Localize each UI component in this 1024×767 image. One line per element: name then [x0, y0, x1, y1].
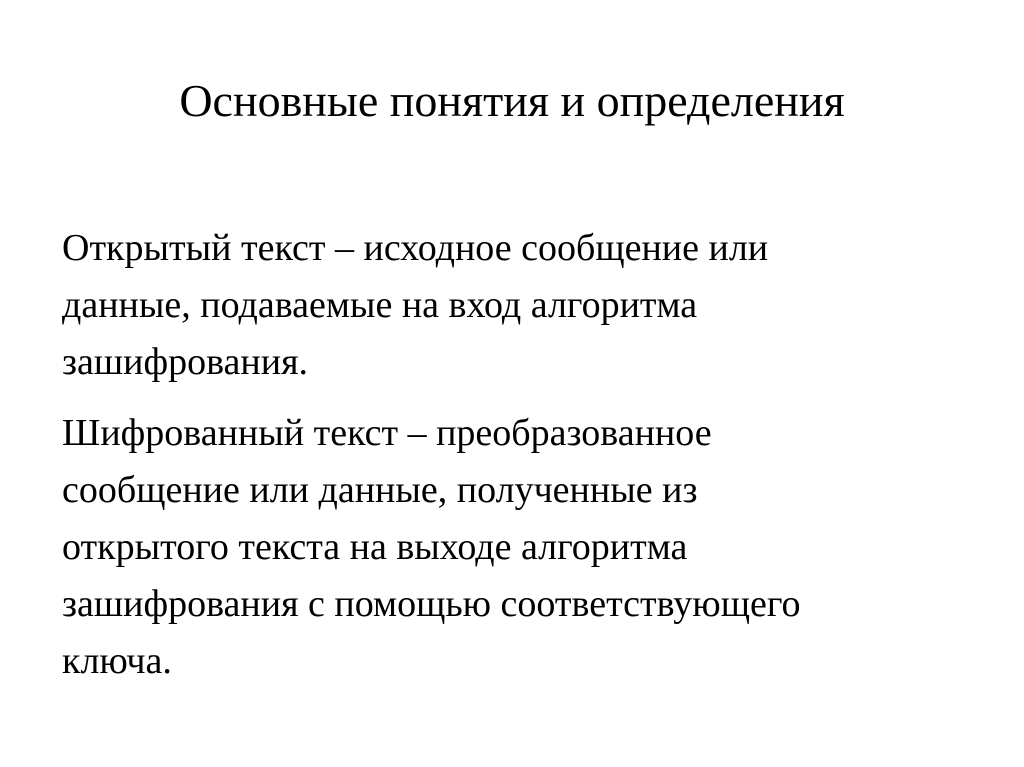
text-line: Открытый текст – исходное сообщение или	[62, 227, 769, 269]
text-line: Шифрованный текст – преобразованное	[62, 412, 712, 454]
text-line: данные, подаваемые на вход алгоритма	[62, 284, 698, 326]
text-line: сообщение или данные, полученные из	[62, 469, 698, 511]
text-line: зашифрования с помощью соответствующего	[62, 583, 801, 625]
text-line: открытого текста на выходе алгоритма	[62, 526, 688, 568]
text-line: зашифрования.	[62, 341, 309, 383]
text-line: ключа.	[62, 640, 172, 682]
definition-ciphertext	[62, 405, 982, 690]
slide-title: Основные понятия и определения	[179, 75, 845, 126]
slide-body	[62, 220, 982, 704]
definition-plaintext	[62, 220, 982, 391]
